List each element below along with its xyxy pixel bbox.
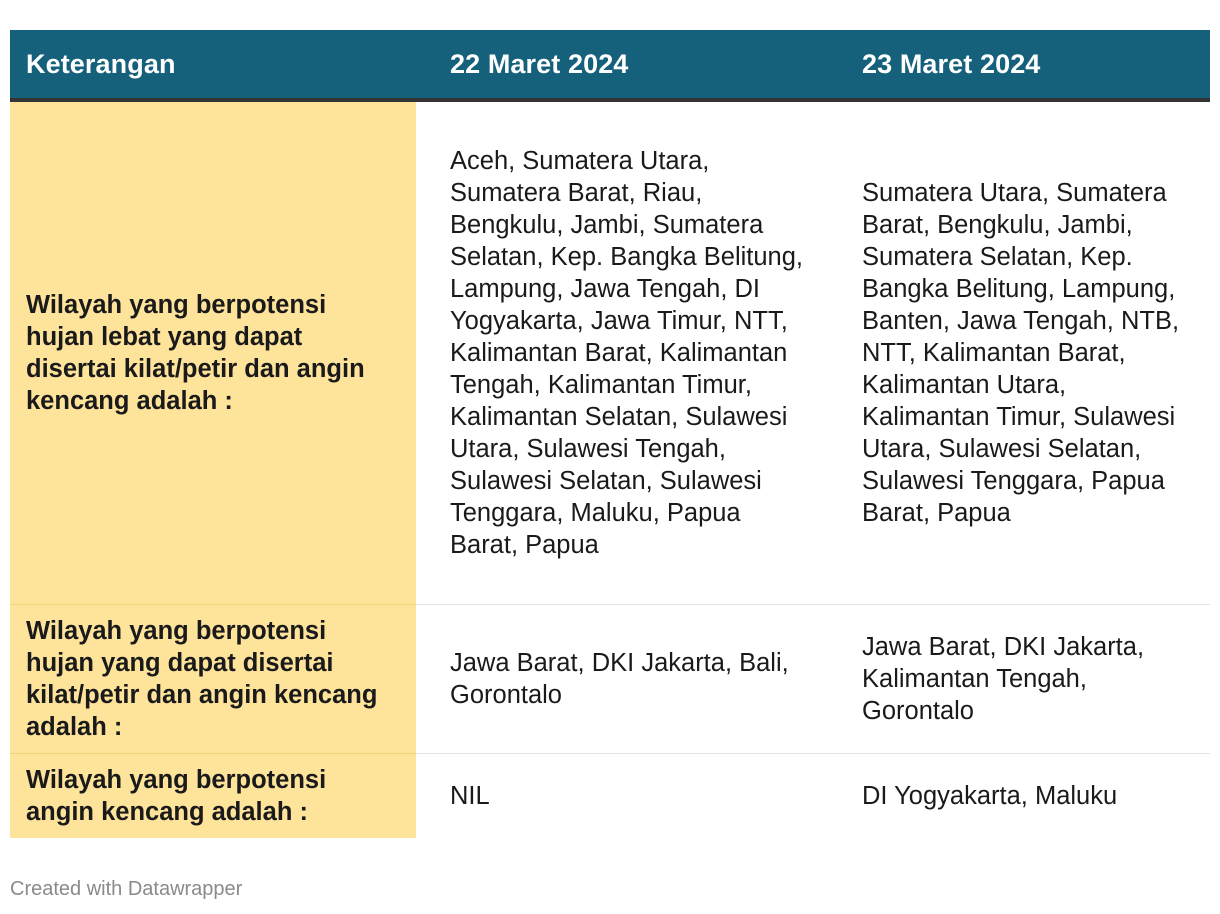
table-cell-22-maret: Aceh, Sumatera Utara, Sumatera Barat, Riau, Bengkulu, Jambi, Sumatera Selatan, Kep. Bangka Belitung, Lampung, Jawa Tengah, DI Yogyakarta, Jawa Timur, NTT, Kalimantan Barat, Kalimantan Tengah, Kalimantan Timur, Kalimantan Selatan, Sulawesi Utara, Sulawesi Tengah, Sulawesi Selatan, Sulawesi Tenggara, Maluku, Papua Barat, Papua [416,100,828,605]
table-row [10,605,1210,754]
data-table-container [10,30,1210,838]
table-header-row [10,30,1210,100]
column-header-keterangan[interactable]: Keterangan [10,30,416,100]
row-label: Wilayah yang berpotensi hujan lebat yang dapat disertai kilat/petir dan angin kencang adalah : [10,100,416,605]
datawrapper-credit[interactable]: Created with Datawrapper [10,878,243,900]
column-header-22-maret[interactable]: 22 Maret 2024 [416,30,828,100]
table-cell-22-maret: Jawa Barat, DKI Jakarta, Bali, Gorontalo [416,605,828,754]
table-cell-23-maret: Jawa Barat, DKI Jakarta, Kalimantan Tengah, Gorontalo [828,605,1210,754]
table-cell-22-maret: NIL [416,754,828,839]
column-header-23-maret[interactable]: 23 Maret 2024 [828,30,1210,100]
table-row [10,754,1210,839]
table-row [10,100,1210,605]
weather-warning-table [10,30,1210,838]
table-cell-23-maret: DI Yogyakarta, Maluku [828,754,1210,839]
row-label: Wilayah yang berpotensi hujan yang dapat disertai kilat/petir dan angin kencang adalah : [10,605,416,754]
table-cell-23-maret: Sumatera Utara, Sumatera Barat, Bengkulu, Jambi, Sumatera Selatan, Kep. Bangka Belitung, Lampung, Banten, Jawa Tengah, NTB, NTT, Kalimantan Barat, Kalimantan Utara, Kalimantan Timur, Sulawesi Utara, Sulawesi Selatan, Sulawesi Tenggara, Papua Barat, Papua [828,100,1210,605]
row-label: Wilayah yang berpotensi angin kencang adalah : [10,754,416,839]
